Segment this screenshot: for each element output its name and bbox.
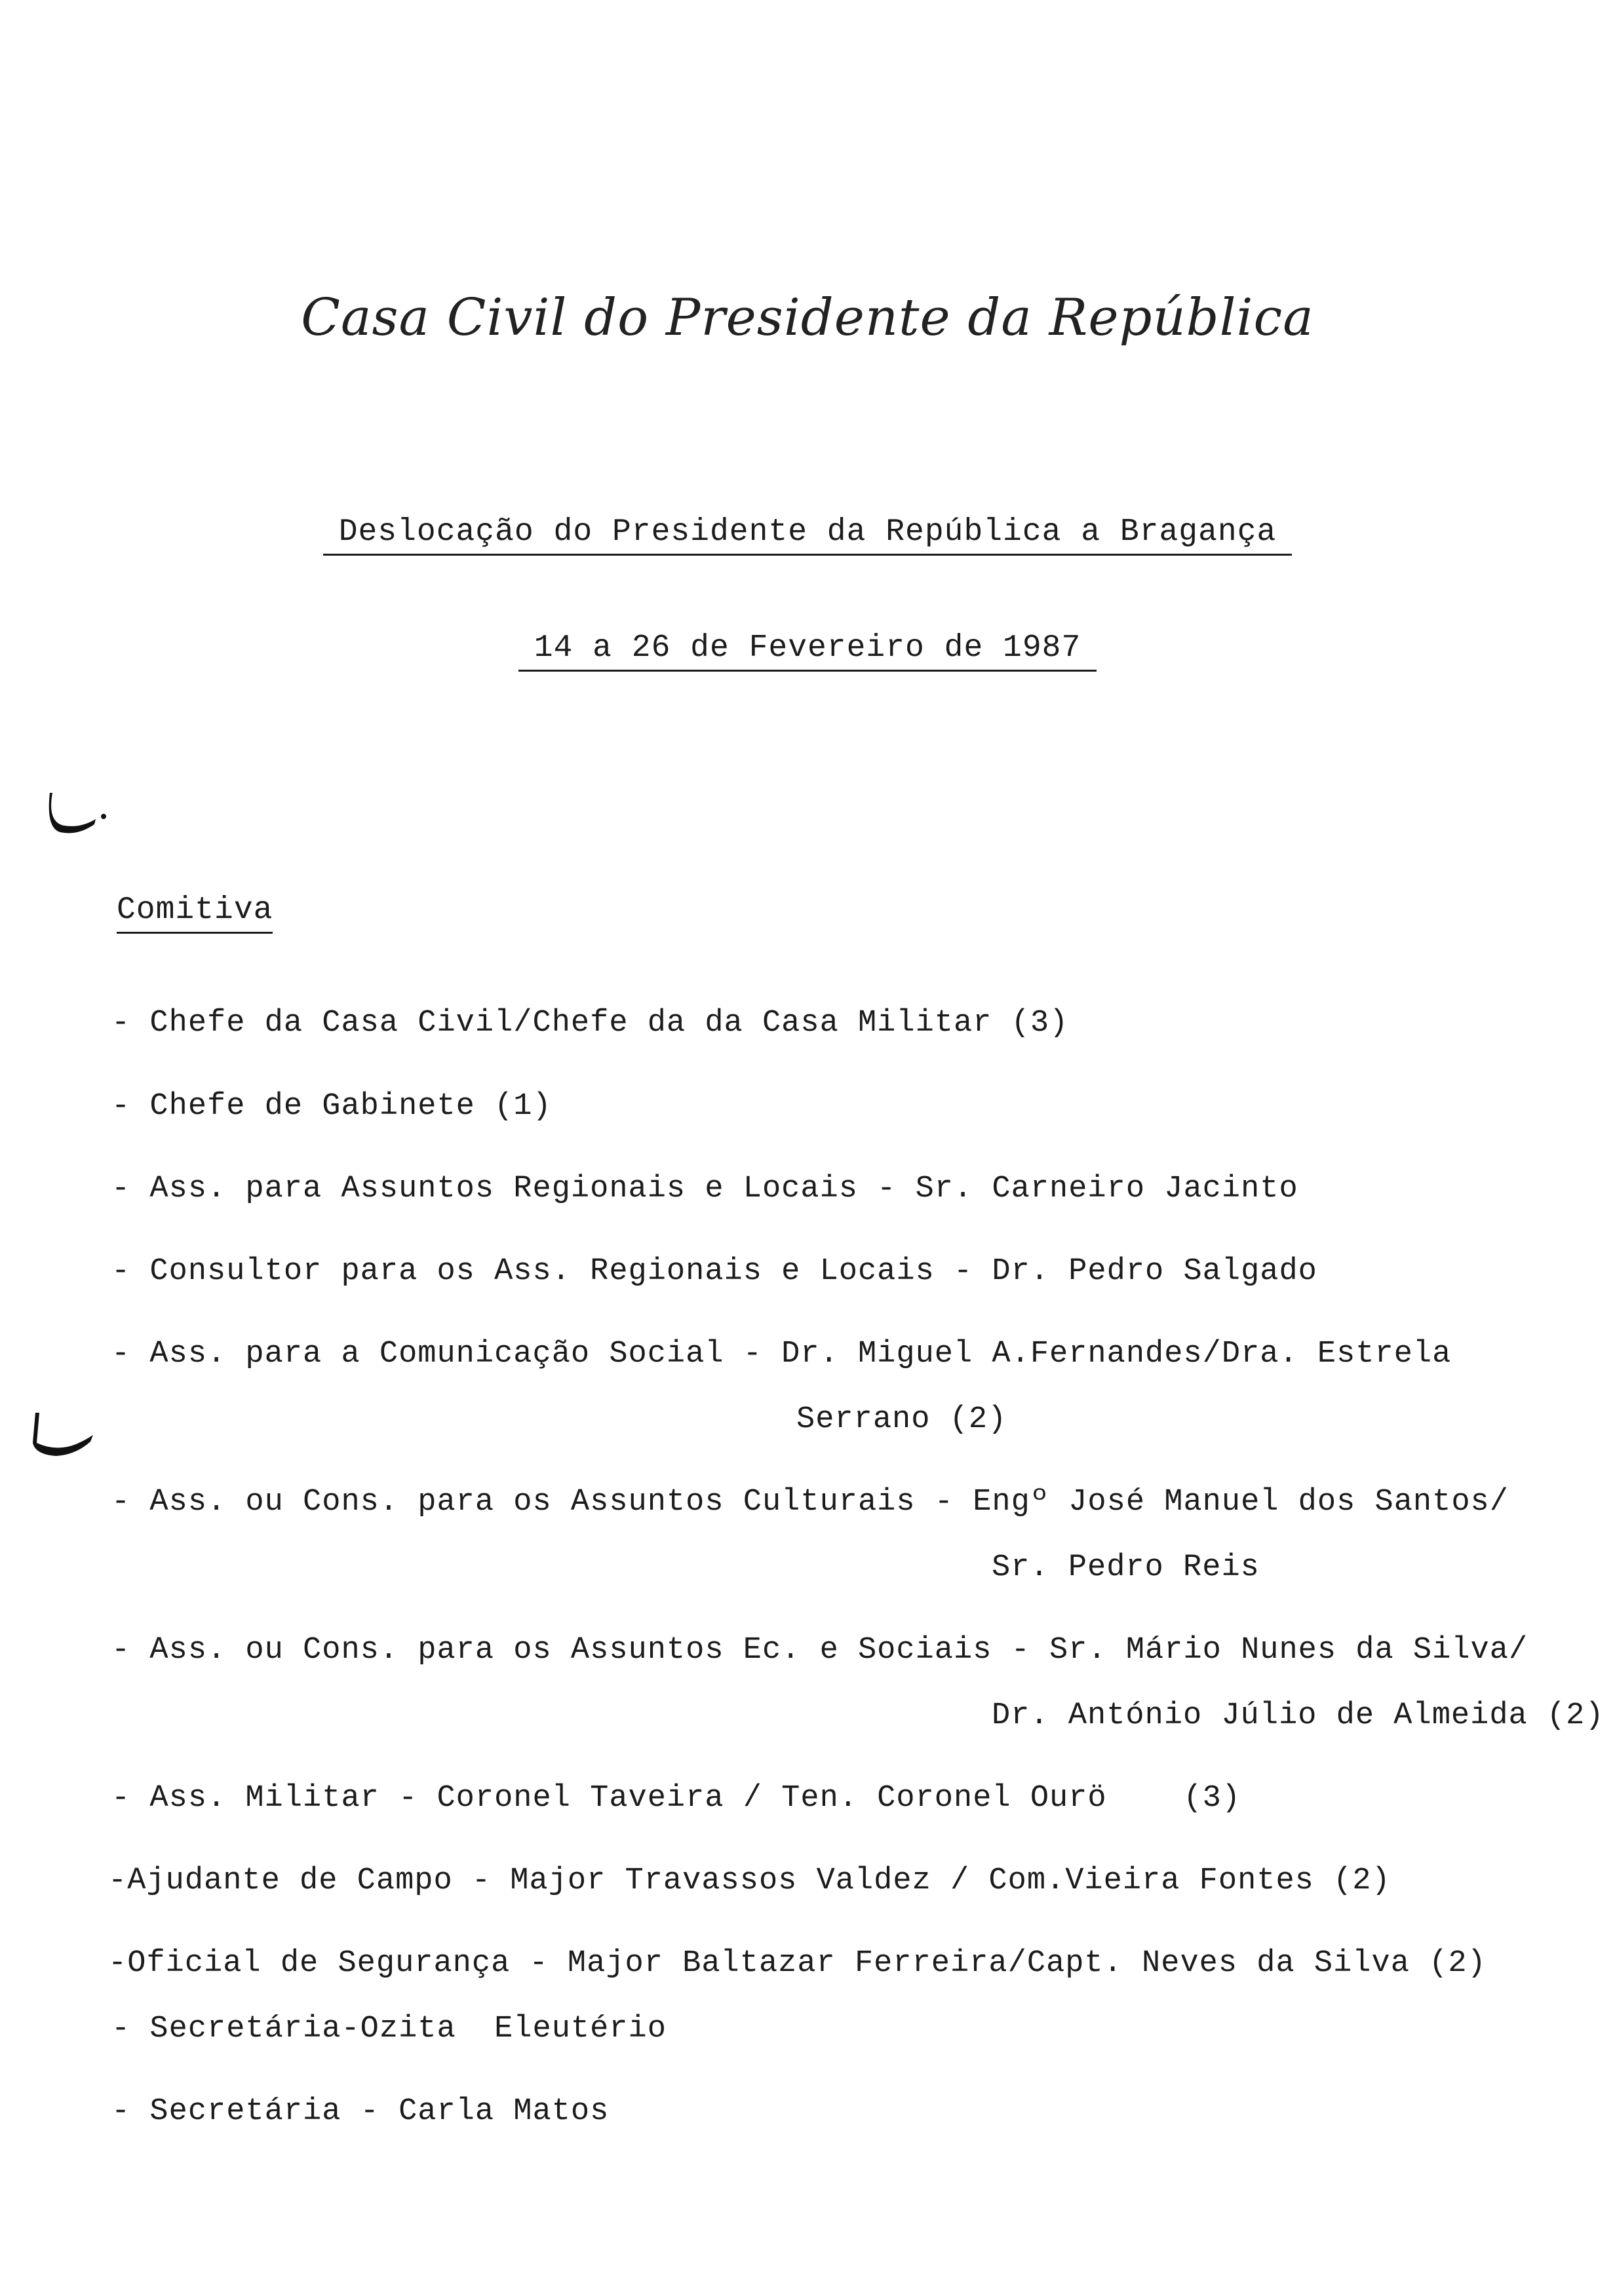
list-item: - Chefe de Gabinete (1) bbox=[111, 1089, 552, 1124]
document-date bbox=[0, 630, 1615, 672]
document-title-text: Deslocação do Presidente da República a Bragança bbox=[323, 514, 1293, 556]
section-heading bbox=[117, 892, 273, 928]
list-item: -Ajudante de Campo - Major Travassos Valdez / Com.Vieira Fontes (2) bbox=[108, 1864, 1391, 1898]
section-heading-text: Comitiva bbox=[117, 892, 273, 934]
list-item-continuation: Sr. Pedro Reis bbox=[992, 1550, 1260, 1585]
list-item: - Secretária-Ozita Eleutério bbox=[111, 2012, 667, 2046]
list-item: -Oficial de Segurança - Major Baltazar Ferreira/Capt. Neves da Silva (2) bbox=[108, 1946, 1487, 1981]
punch-mark-bottom bbox=[30, 1409, 102, 1461]
list-item: - Secretária - Carla Matos bbox=[111, 2094, 610, 2129]
list-item: - Ass. para Assuntos Regionais e Locais - Sr. Carneiro Jacinto bbox=[111, 1172, 1298, 1206]
list-item-continuation: Serrano (2) bbox=[796, 1402, 1007, 1437]
list-item: - Ass. Militar - Coronel Taveira / Ten. Coronel Ourö (3) bbox=[111, 1781, 1241, 1816]
list-item-continuation: Dr. António Júlio de Almeida (2) bbox=[992, 1698, 1605, 1733]
letterhead: Casa Civil do Presidente da República bbox=[301, 288, 1314, 347]
list-item: - Ass. ou Cons. para os Assuntos Ec. e Sociais - Sr. Mário Nunes da Silva/ bbox=[111, 1633, 1528, 1668]
list-item: - Consultor para os Ass. Regionais e Locais - Dr. Pedro Salgado bbox=[111, 1254, 1317, 1289]
punch-mark-top bbox=[45, 786, 110, 845]
list-item: - Ass. para a Comunicação Social - Dr. Miguel A.Fernandes/Dra. Estrela bbox=[111, 1337, 1452, 1371]
document-date-text: 14 a 26 de Fevereiro de 1987 bbox=[518, 630, 1097, 672]
list-item: - Chefe da Casa Civil/Chefe da da Casa Militar (3) bbox=[111, 1006, 1069, 1041]
document-title bbox=[0, 514, 1615, 556]
list-item: - Ass. ou Cons. para os Assuntos Culturais - Engº José Manuel dos Santos/ bbox=[111, 1485, 1509, 1520]
